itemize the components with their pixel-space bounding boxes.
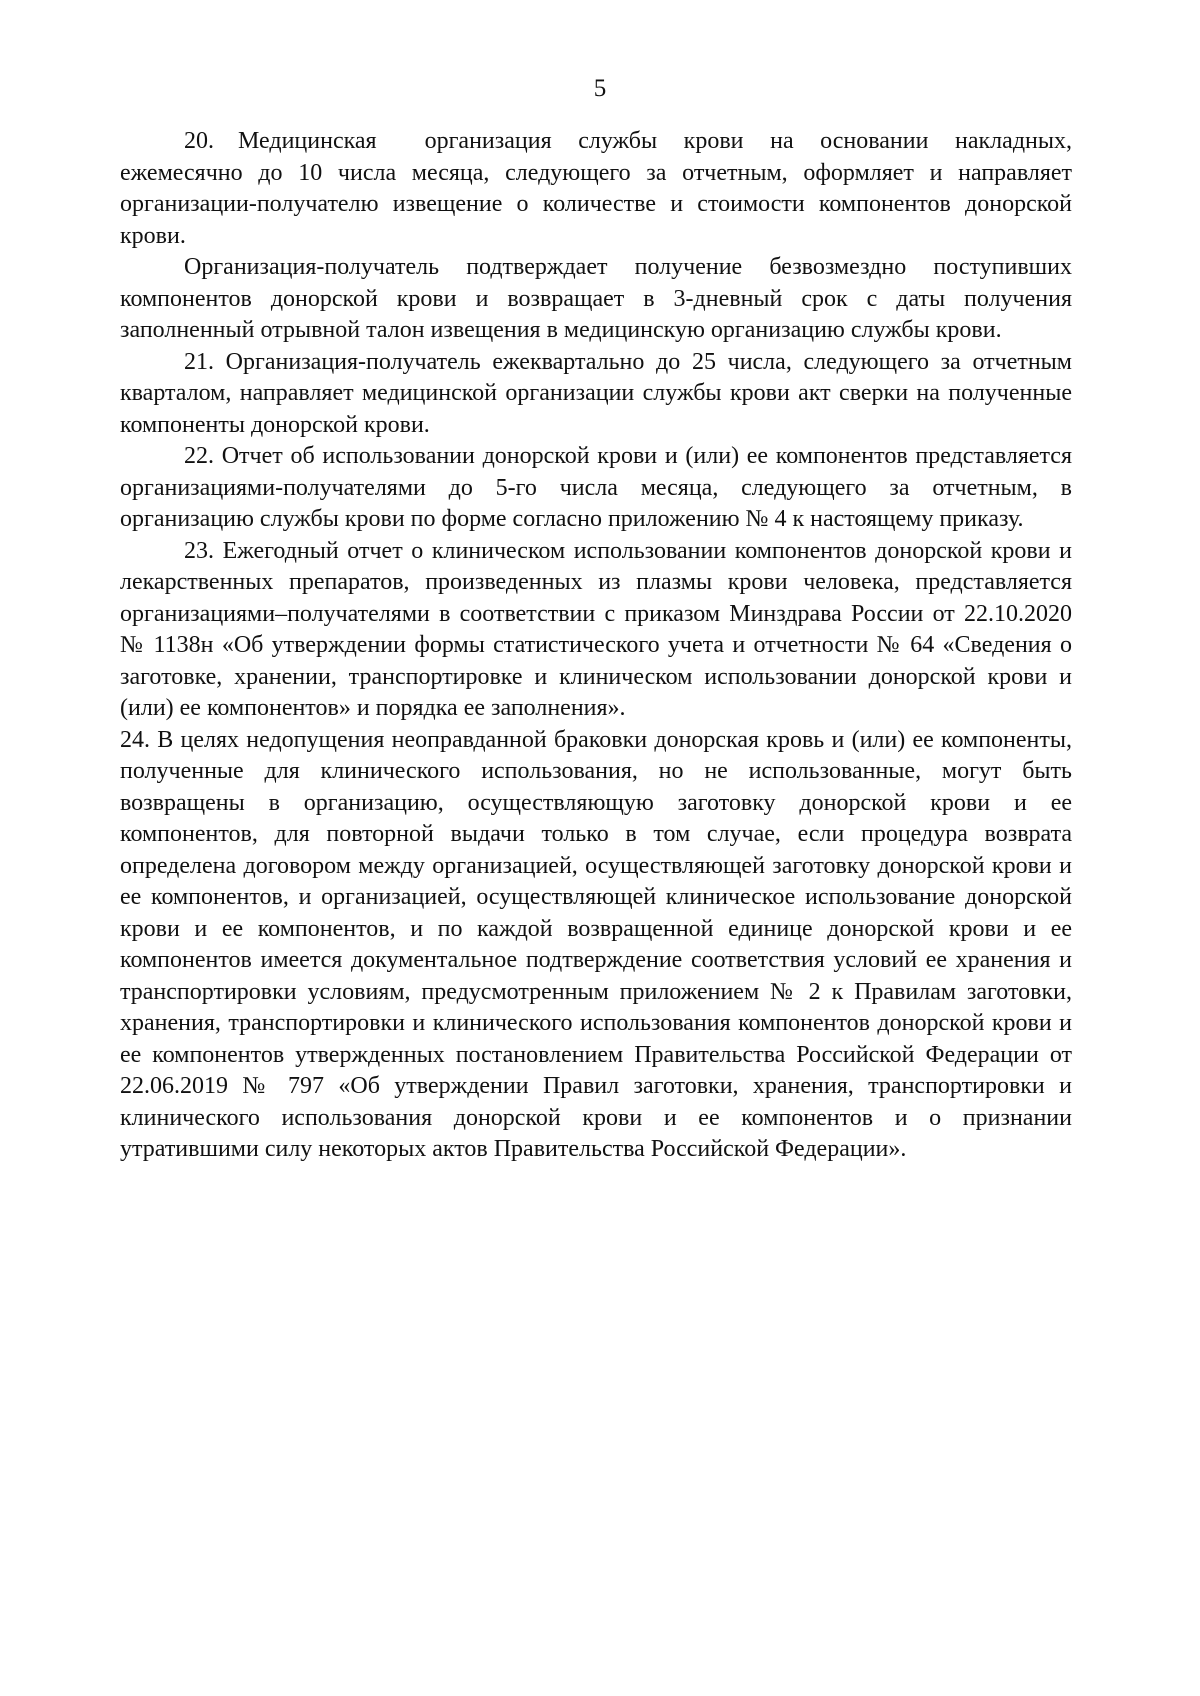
paragraph-23: 23. Ежегодный отчет о клиническом использовании компонентов донорской крови и лекарственных препаратов, произведенных из плазмы крови человека, представляется организациями–получателями в соответствии с приказом Минздрава России от 22.10.2020 № 1138н «Об утверждении формы статистического учета и отчетности № 64 «Сведения о заготовке, хранении, транспортировке и клиническом использовании донорской крови и (или) ее компонентов» и порядка ее заполнения». <box>120 537 1072 721</box>
paragraph-20-continued: Организация-получатель подтверждает получение безвозмездно поступивших компонентов донорской крови и возвращает в 3-дневный срок с даты получения заполненный отрывной талон извещения в медицинскую организацию службы крови. <box>120 254 1072 343</box>
document-body <box>120 126 1072 1166</box>
paragraph-22: 22. Отчет об использовании донорской крови и (или) ее компонентов представляется организациями-получателями до 5-го числа месяца, следующего за отчетным, в организацию службы крови по форме согласно приложению № 4 к настоящему приказу. <box>120 443 1072 532</box>
paragraph-21: 21. Организация-получатель ежеквартально до 25 числа, следующего за отчетным кварталом, направляет медицинской организации службы крови акт сверки на полученные компоненты донорской крови. <box>120 348 1072 438</box>
paragraph-20: 20. Медицинская организация службы крови на основании накладных, ежемесячно до 10 числа месяца, следующего за отчетным, оформляет и направляет организации-получателю извещение о количестве и стоимости компонентов донорской крови. <box>120 128 1072 249</box>
paragraph-24: 24. В целях недопущения неоправданной браковки донорская кровь и (или) ее компоненты, полученные для клинического использования, но не использованные, могут быть возвращены в организацию, осуществляющую заготовку донорской крови и ее компонентов, для повторной выдачи только в том случае, если процедура возврата определена договором между организацией, осуществляющей заготовку донорской крови и ее компонентов, и организацией, осуществляющей клиническое использование донорской крови и ее компонентов, и по каждой возвращенной единице донорской крови и ее компонентов имеется документальное подтверждение соответствия условий ее хранения и транспортировки условиям, предусмотренным приложением № 2 к Правилам заготовки, хранения, транспортировки и клинического использования компонентов донорской крови и ее компонентов утвержденных постановлением Правительства Российской Федерации от 22.06.2019 № 797 «Об утверждении Правил заготовки, хранения, транспортировки и клинического использования донорской крови и ее компонентов и о признании утратившими силу некоторых актов Правительства Российской Федерации». <box>120 726 1072 1162</box>
page-number: 5 <box>593 75 607 102</box>
